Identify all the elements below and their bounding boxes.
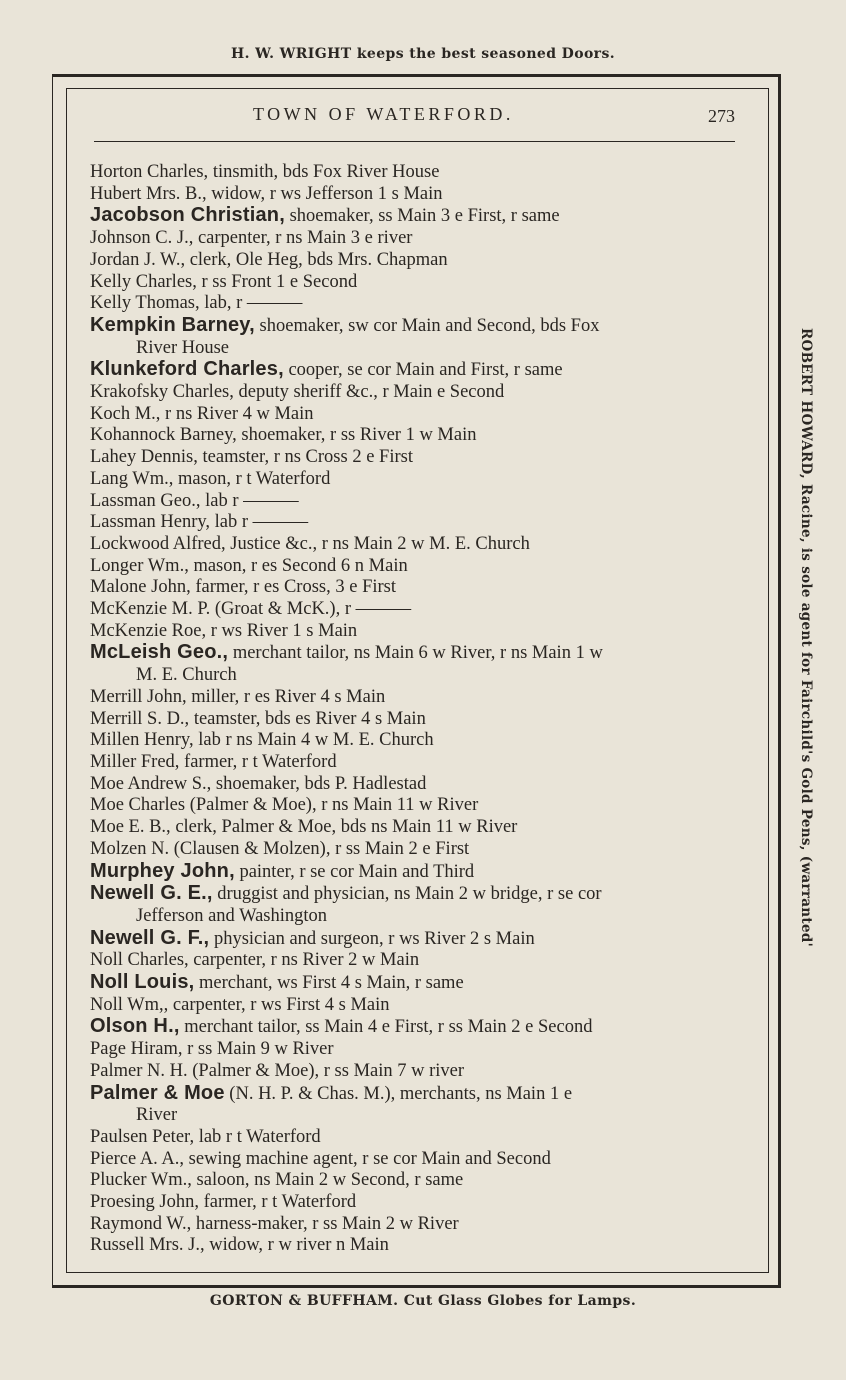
directory-entry xyxy=(90,1083,746,1106)
entry-details: harness-maker, r ss Main 2 w River xyxy=(191,1213,459,1234)
side-advertisement xyxy=(798,328,814,1018)
entry-continuation: River House xyxy=(136,337,229,358)
entry-name: Proesing John, xyxy=(90,1192,199,1213)
entry-details: clerk, Palmer & Moe, bds ns Main 11 w River xyxy=(170,817,518,838)
entry-name: Miller Fred, xyxy=(90,751,180,772)
entry-name: Molzen N. xyxy=(90,838,170,859)
directory-entry xyxy=(90,687,746,709)
directory-entry xyxy=(90,1149,746,1171)
entry-details: druggist and physician, ns Main 2 w bridge, r se cor xyxy=(212,884,602,905)
entry-details: lab r ——— xyxy=(200,490,299,511)
entry-name: Moe Charles xyxy=(90,795,186,816)
entry-details: shoemaker, r ss River 1 w Main xyxy=(236,425,477,446)
entry-details: widow, r w river n Main xyxy=(204,1235,389,1256)
directory-entries xyxy=(90,162,746,1257)
directory-entry xyxy=(90,556,746,578)
directory-entry xyxy=(90,382,746,404)
entry-details: clerk, Ole Heg, bds Mrs. Chapman xyxy=(185,249,448,270)
entry-name: Moe Andrew S., xyxy=(90,773,212,794)
directory-entry xyxy=(90,995,746,1017)
entry-details: deputy sheriff &c., r Main e Second xyxy=(233,382,505,403)
entry-details: shoemaker, sw cor Main and Second, bds Fox xyxy=(254,315,600,336)
directory-entry xyxy=(90,599,746,621)
directory-entry xyxy=(90,752,746,774)
entry-details: teamster, bds es River 4 s Main xyxy=(189,708,426,729)
directory-entry xyxy=(90,1127,746,1149)
entry-name: Lockwood Alfred, xyxy=(90,533,226,554)
entry-details: mason, r t Waterford xyxy=(173,468,331,489)
entry-details: merchant, ws First 4 s Main, r same xyxy=(194,973,464,994)
entry-details: sewing machine agent, r se cor Main and Second xyxy=(184,1148,551,1169)
entry-continuation: Jefferson and Washington xyxy=(136,905,328,926)
entry-name: Noll Charles, xyxy=(90,950,189,971)
directory-entry xyxy=(90,315,746,338)
footer-advertisement: GORTON & BUFFHAM. Cut Glass Globes for Lamps. xyxy=(209,1293,637,1309)
entry-details: carpenter, r ns Main 3 e river xyxy=(193,228,413,249)
directory-entry xyxy=(90,642,746,665)
entry-name: Merrill John, xyxy=(90,686,187,707)
entry-details: shoemaker, ss Main 3 e First, r same xyxy=(284,206,560,227)
directory-entry xyxy=(90,1235,746,1257)
entry-name: Palmer & Moe xyxy=(90,1081,225,1104)
entry-name: Palmer N. H. xyxy=(90,1060,188,1081)
entry-details: teamster, r ns Cross 2 e First xyxy=(197,447,413,468)
directory-entry xyxy=(90,469,746,491)
directory-entry xyxy=(90,512,746,534)
entry-name: Kohannock Barney, xyxy=(90,425,237,446)
entry-details: farmer, r t Waterford xyxy=(179,751,337,772)
directory-entry xyxy=(90,425,746,447)
directory-entry xyxy=(90,404,746,426)
entry-name: Page Hiram, xyxy=(90,1039,183,1060)
directory-entry xyxy=(90,491,746,513)
directory-entry xyxy=(90,709,746,731)
entry-details: carpenter, r ns River 2 w Main xyxy=(188,950,420,971)
entry-name: Merrill S. D., xyxy=(90,708,190,729)
entry-name: Lahey Dennis, xyxy=(90,447,198,468)
entry-details: merchant tailor, ss Main 4 e First, r ss Main 2 e Second xyxy=(179,1017,593,1038)
entry-continuation: River xyxy=(136,1105,178,1126)
entry-details: tinsmith, bds Fox River House xyxy=(208,162,440,182)
entry-name: Pierce A. A., xyxy=(90,1148,185,1169)
entry-name: Jordan J. W., xyxy=(90,249,186,270)
entry-details: (Groat & McK.), r ——— xyxy=(210,599,412,620)
entry-details: carpenter, r ws First 4 s Main xyxy=(168,994,390,1015)
entry-continuation: M. E. Church xyxy=(136,665,237,686)
entry-name: Horton Charles, xyxy=(90,162,209,182)
entry-name: Krakofsky Charles, xyxy=(90,382,234,403)
directory-entry xyxy=(90,817,746,839)
directory-entry xyxy=(90,228,746,250)
entry-name: McLeish Geo., xyxy=(90,641,229,664)
entry-name: McKenzie Roe, xyxy=(90,620,207,641)
entry-details: (Palmer & Moe), r ss Main 7 w river xyxy=(187,1060,465,1081)
header-advertisement: H. W. WRIGHT keeps the best seasoned Doors. xyxy=(230,46,616,62)
entry-name: Paulsen Peter, xyxy=(90,1126,195,1147)
entry-details: Justice &c., r ns Main 2 w M. E. Church xyxy=(225,533,530,554)
entry-name: Olson H., xyxy=(90,1015,180,1038)
entry-details: painter, r se cor Main and Third xyxy=(234,861,475,882)
entry-name: Murphey John, xyxy=(90,859,235,882)
entry-name: Kelly Charles, xyxy=(90,271,197,292)
directory-entry xyxy=(90,162,746,184)
entry-name: Kempkin Barney, xyxy=(90,313,255,336)
entry-details: (N. H. P. & Chas. M.), merchants, ns Main 1 e xyxy=(224,1083,573,1104)
directory-entry xyxy=(90,1016,746,1039)
entry-name: Noll Wm,, xyxy=(90,994,169,1015)
directory-entry xyxy=(90,730,746,752)
directory-entry xyxy=(90,250,746,272)
entry-details: farmer, r es Cross, 3 e First xyxy=(190,577,397,598)
entry-details: lab r ns Main 4 w M. E. Church xyxy=(193,730,434,751)
entry-name: Newell G. E., xyxy=(90,882,213,905)
entry-details: physician and surgeon, r ws River 2 s Main xyxy=(209,928,535,949)
entry-name: Malone John, xyxy=(90,577,191,598)
running-head: TOWN OF WATERFORD. xyxy=(253,104,514,124)
entry-details: lab r t Waterford xyxy=(194,1126,321,1147)
directory-entry xyxy=(90,928,746,951)
entry-name: Koch M., xyxy=(90,403,161,424)
directory-entry xyxy=(90,950,746,972)
directory-entry xyxy=(90,447,746,469)
entry-name: Kelly Thomas, xyxy=(90,293,200,314)
entry-details: lab, r ——— xyxy=(199,293,303,314)
entry-details: saloon, ns Main 2 w Second, r same xyxy=(191,1170,464,1191)
entry-name: Raymond W., xyxy=(90,1213,192,1234)
directory-entry xyxy=(90,272,746,294)
entry-details: miller, r es River 4 s Main xyxy=(186,686,386,707)
entry-name: Hubert Mrs. B., xyxy=(90,183,207,204)
entry-details: farmer, r t Waterford xyxy=(198,1192,357,1213)
entry-details: widow, r ws Jefferson 1 s Main xyxy=(206,183,443,204)
directory-entry xyxy=(90,577,746,599)
entry-name: Lassman Geo., xyxy=(90,490,201,511)
entry-name: McKenzie M. P. xyxy=(90,599,211,620)
directory-entry xyxy=(90,774,746,796)
directory-entry xyxy=(90,359,746,382)
directory-entry xyxy=(90,1039,746,1061)
entry-name: Moe E. B., xyxy=(90,817,171,838)
entry-name: Noll Louis, xyxy=(90,971,195,994)
directory-entry xyxy=(90,972,746,995)
directory-entry xyxy=(90,795,746,817)
directory-entry xyxy=(90,1170,746,1192)
entry-details: (Clausen & Molzen), r ss Main 2 e First xyxy=(169,838,470,859)
entry-details: shoemaker, bds P. Hadlestad xyxy=(211,773,427,794)
entry-details: lab r ——— xyxy=(210,512,309,533)
directory-entry xyxy=(90,1192,746,1214)
entry-details: (Palmer & Moe), r ns Main 11 w River xyxy=(185,795,479,816)
directory-entry xyxy=(90,1214,746,1236)
directory-entry xyxy=(90,534,746,556)
directory-entry xyxy=(90,293,746,315)
directory-entry xyxy=(90,839,746,861)
entry-name: Lassman Henry, xyxy=(90,512,211,533)
directory-entry xyxy=(90,205,746,228)
entry-details: cooper, se cor Main and First, r same xyxy=(283,360,563,381)
entry-details: merchant tailor, ns Main 6 w River, r ns Main 1 w xyxy=(228,643,603,664)
entry-name: Johnson C. J., xyxy=(90,228,194,249)
entry-name: Newell G. F., xyxy=(90,926,210,949)
directory-entry xyxy=(90,621,746,643)
entry-name: Longer Wm., xyxy=(90,555,189,576)
entry-name: Jacobson Christian, xyxy=(90,204,285,227)
directory-entry xyxy=(90,184,746,206)
side-advertisement-text: ROBERT HOWARD, Racine, is sole agent for Fairchild's Gold Pens, (warranted' xyxy=(798,328,814,948)
page-number: 273 xyxy=(708,106,735,126)
entry-details: r ns River 4 w Main xyxy=(160,403,314,424)
directory-entry xyxy=(90,1061,746,1083)
entry-details: r ss Main 9 w River xyxy=(182,1039,334,1060)
entry-details: r ws River 1 s Main xyxy=(206,620,358,641)
entry-name: Plucker Wm., xyxy=(90,1170,192,1191)
entry-name: Klunkeford Charles, xyxy=(90,358,284,381)
entry-details: mason, r es Second 6 n Main xyxy=(188,555,408,576)
header-rule xyxy=(94,141,735,142)
directory-entry xyxy=(90,861,746,884)
entry-name: Russell Mrs. J., xyxy=(90,1235,205,1256)
entry-name: Millen Henry, xyxy=(90,730,194,751)
entry-name: Lang Wm., xyxy=(90,468,174,489)
directory-entry xyxy=(90,883,746,906)
entry-details: r ss Front 1 e Second xyxy=(196,271,358,292)
